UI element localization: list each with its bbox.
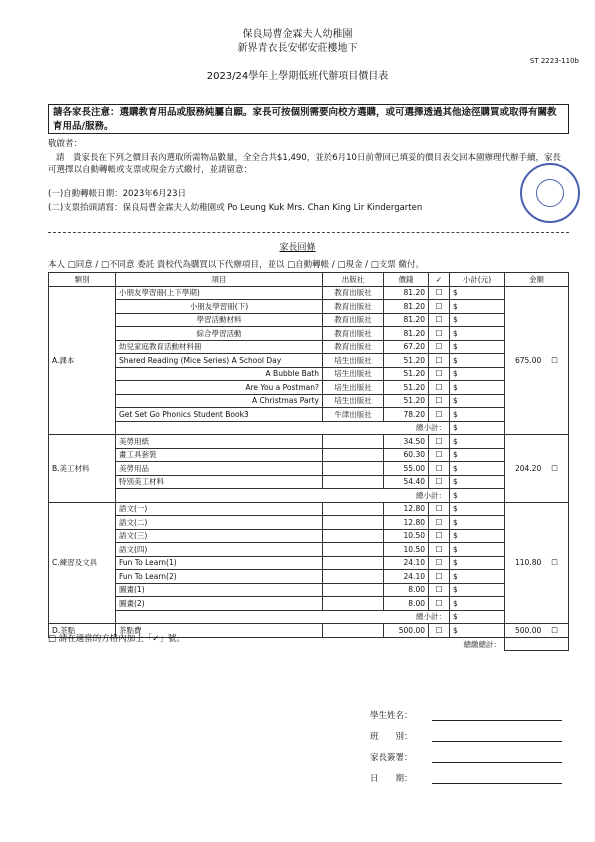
table-row (49, 570, 569, 584)
group-total-cell (505, 435, 569, 503)
student-name-label: 學生姓名： (370, 711, 413, 721)
date-field[interactable] (432, 772, 562, 784)
subtotal-cell[interactable]: $ (450, 543, 505, 557)
table-row (49, 354, 569, 368)
subtotal-cell[interactable]: $ (450, 381, 505, 395)
item-cell: Fun To Learn(2) (116, 570, 323, 584)
table-body (49, 286, 569, 651)
publisher-cell (323, 624, 384, 638)
subtotal-label: 總小計： (116, 489, 450, 503)
reply-slip-title: 家長回條 (279, 243, 316, 253)
item-cell: 美勞用紙 (116, 435, 323, 449)
subtotal-row (49, 421, 569, 435)
subtotal-cell[interactable]: $ (450, 624, 505, 638)
subtotal-cell[interactable]: $ (450, 556, 505, 570)
publisher-cell (323, 529, 384, 543)
price-cell: 51.20 (384, 381, 429, 395)
subtotal-row (49, 489, 569, 503)
group-total-cell (505, 286, 569, 435)
subtotal-cell[interactable]: $ (450, 286, 505, 300)
instruction-note: □ 請在適當的方格內加上「✓」號。 (48, 634, 185, 644)
price-cell: 24.10 (384, 556, 429, 570)
item-cell: Shared Reading (Mice Series) A School Day (116, 354, 323, 368)
subtotal-cell[interactable]: $ (450, 394, 505, 408)
category-cell: B.美工材料 (49, 435, 116, 503)
price-cell: 55.00 (384, 462, 429, 476)
subtotal-cell[interactable]: $ (450, 340, 505, 354)
class-field[interactable] (432, 730, 562, 742)
publisher-cell (323, 583, 384, 597)
header-price: 價錢 (384, 273, 429, 287)
subtotal-cell[interactable]: $ (450, 462, 505, 476)
header-category: 類別 (49, 273, 116, 287)
table-row (49, 583, 569, 597)
item-checkbox[interactable]: ☐ (429, 516, 450, 530)
group-total-checkbox[interactable]: ☐ (551, 463, 558, 473)
subtotal-label: 總小計： (116, 421, 450, 435)
item-checkbox[interactable]: ☐ (429, 367, 450, 381)
group-total-cell (505, 502, 569, 624)
subtotal-cell[interactable]: $ (450, 354, 505, 368)
item-cell: 茶點費 (116, 624, 323, 638)
subtotal-cell[interactable]: $ (450, 570, 505, 584)
item-checkbox[interactable]: ☐ (429, 381, 450, 395)
price-cell: 51.20 (384, 394, 429, 408)
price-cell: 12.80 (384, 516, 429, 530)
table-row (49, 529, 569, 543)
header-amount: 金額 (505, 273, 569, 287)
item-cell: 學習活動材料 (116, 313, 323, 327)
price-cell: 8.00 (384, 597, 429, 611)
table-row (49, 286, 569, 300)
publisher-cell: 培生出版社 (323, 394, 384, 408)
group-total-checkbox[interactable]: ☐ (551, 625, 558, 635)
publisher-cell: 培生出版社 (323, 354, 384, 368)
subtotal-cell[interactable]: $ (450, 408, 505, 422)
subtotal-cell[interactable]: $ (450, 516, 505, 530)
payment-options[interactable]: 本人 □同意 / □不同意 委託 貴校代為購買以下代辦項目，並以 □自動轉帳 / □現金 / □支票 繳付。 (48, 260, 424, 270)
grand-total-label: 總繳總計： (463, 639, 501, 649)
group-total-value: 675.00 (515, 355, 542, 365)
table-row (49, 502, 569, 516)
item-cell: 圖畫(1) (116, 583, 323, 597)
school-name: 保良局曹金霖夫人幼稚園 (242, 29, 353, 40)
header-publisher: 出版社 (323, 273, 384, 287)
publisher-cell (323, 543, 384, 557)
table-row (49, 597, 569, 611)
subtotal-cell[interactable]: $ (450, 367, 505, 381)
subtotal-cell[interactable]: $ (450, 597, 505, 611)
price-cell: 12.80 (384, 502, 429, 516)
subtotal-amount[interactable]: $ (450, 610, 505, 624)
item-checkbox[interactable]: ☐ (429, 475, 450, 489)
class-label: 班 別： (370, 732, 413, 742)
table-row (49, 516, 569, 530)
price-cell: 34.50 (384, 435, 429, 449)
category-cell: C.練習及文具 (49, 502, 116, 624)
publisher-cell (323, 475, 384, 489)
table-row (49, 367, 569, 381)
item-checkbox[interactable]: ☐ (429, 597, 450, 611)
table-header-row (49, 273, 569, 287)
header-check: ✓ (429, 273, 450, 287)
group-total-checkbox[interactable]: ☐ (551, 558, 558, 568)
item-checkbox[interactable]: ☐ (429, 529, 450, 543)
publisher-cell: 牛津出版社 (323, 408, 384, 422)
table-row (49, 543, 569, 557)
item-cell: A Bubble Bath (116, 367, 323, 381)
table-row (49, 435, 569, 449)
item-checkbox[interactable]: ☐ (429, 313, 450, 327)
price-cell: 8.00 (384, 583, 429, 597)
group-total-checkbox[interactable]: ☐ (551, 355, 558, 365)
publisher-cell (323, 502, 384, 516)
subtotal-cell[interactable]: $ (450, 300, 505, 314)
table-row (49, 408, 569, 422)
publisher-cell (323, 597, 384, 611)
table-row (49, 394, 569, 408)
seal-center (536, 179, 564, 207)
subtotal-cell[interactable]: $ (450, 327, 505, 341)
item-checkbox[interactable]: ☐ (429, 340, 450, 354)
price-cell: 60.30 (384, 448, 429, 462)
publisher-cell: 教育出版社 (323, 300, 384, 314)
item-checkbox[interactable]: ☐ (429, 300, 450, 314)
price-cell: 81.20 (384, 286, 429, 300)
table-row (49, 556, 569, 570)
school-seal (520, 163, 580, 223)
category-cell: A.課本 (49, 286, 116, 435)
item-checkbox[interactable]: ☐ (429, 448, 450, 462)
group-total-value: 500.00 (515, 625, 542, 635)
parent-signature-label: 家長簽署： (370, 753, 413, 763)
item-cell: 圖畫(2) (116, 597, 323, 611)
subtotal-amount[interactable]: $ (450, 489, 505, 503)
header-item: 項目 (116, 273, 323, 287)
table-row (49, 327, 569, 341)
item-cell: 幼兒家庭教育活動材料冊 (116, 340, 323, 354)
table-row (49, 313, 569, 327)
publisher-cell: 教育出版社 (323, 340, 384, 354)
item-cell: Get Set Go Phonics Student Book3 (116, 408, 323, 422)
subtotal-cell[interactable]: $ (450, 583, 505, 597)
publisher-cell (323, 516, 384, 530)
publisher-cell: 教育出版社 (323, 286, 384, 300)
item-checkbox[interactable]: ☐ (429, 570, 450, 584)
price-cell: 500.00 (384, 624, 429, 638)
publisher-cell: 教育出版社 (323, 313, 384, 327)
subtotal-cell[interactable]: $ (450, 529, 505, 543)
document-ref: ST 2223-110b (529, 57, 579, 65)
cheque-payee: (二)支票抬頭請寫：保良局曹金霖夫人幼稚園或 Po Leung Kuk Mrs. Chan King Lir Kindergarten (48, 203, 423, 213)
item-cell: 小朋友學習冊(下) (116, 300, 323, 314)
table-row (49, 340, 569, 354)
item-cell: 語文(一) (116, 502, 323, 516)
grand-total-spacer (323, 637, 384, 651)
item-checkbox[interactable]: ☐ (429, 408, 450, 422)
price-cell: 78.20 (384, 408, 429, 422)
item-cell: 語文(三) (116, 529, 323, 543)
group-total-value: 110.80 (515, 558, 542, 568)
item-checkbox[interactable]: ☐ (429, 583, 450, 597)
category-cell: D.茶點 (49, 624, 116, 638)
publisher-cell (323, 556, 384, 570)
item-cell: 語文(四) (116, 543, 323, 557)
group-total-cell (505, 624, 569, 638)
item-cell: 小朋友學習冊(上下學期) (116, 286, 323, 300)
salutation: 敬啟者： (48, 139, 83, 149)
grand-total-amount[interactable] (505, 637, 569, 651)
parent-signature-field[interactable] (432, 751, 562, 763)
item-checkbox[interactable]: ☐ (429, 327, 450, 341)
item-checkbox[interactable]: ☐ (429, 286, 450, 300)
price-cell: 54.40 (384, 475, 429, 489)
table-row (49, 462, 569, 476)
item-checkbox[interactable]: ☐ (429, 502, 450, 516)
publisher-cell: 培生出版社 (323, 367, 384, 381)
publisher-cell (323, 462, 384, 476)
group-total-value: 204.20 (515, 463, 542, 473)
table-row (49, 448, 569, 462)
item-checkbox[interactable]: ☐ (429, 556, 450, 570)
item-checkbox[interactable]: ☐ (429, 462, 450, 476)
item-cell: Fun To Learn(1) (116, 556, 323, 570)
publisher-cell (323, 448, 384, 462)
price-cell: 51.20 (384, 367, 429, 381)
table-row (49, 381, 569, 395)
price-cell: 10.50 (384, 529, 429, 543)
order-table (48, 272, 569, 651)
price-cell: 81.20 (384, 300, 429, 314)
school-address: 新界青衣長安邨安莊樓地下 (237, 43, 358, 54)
publisher-cell: 培生出版社 (323, 381, 384, 395)
notice-box: 請各家長注意：選購教育用品或服務純屬自願。家長可按個別需要向校方選購，或可選擇透過其他途徑購買或取得有關教育用品/服務。 (48, 104, 569, 134)
item-cell: 美勞用品 (116, 462, 323, 476)
publisher-cell: 教育出版社 (323, 327, 384, 341)
subtotal-amount[interactable]: $ (450, 421, 505, 435)
body-paragraph: 請 貴家長在下列之價目表內選取所需物品數量，全全合共$1,490，並於6月10日前帶回已填妥的價目表交回本園辦理代辦手續，家長可選擇以自動轉帳或支票或現金方式繳付，並請留意： (48, 153, 561, 175)
item-cell: Are You a Postman? (116, 381, 323, 395)
item-cell: 語文(二) (116, 516, 323, 530)
student-name-field[interactable] (432, 709, 562, 721)
item-checkbox[interactable]: ☐ (429, 435, 450, 449)
price-cell: 81.20 (384, 313, 429, 327)
price-cell: 10.50 (384, 543, 429, 557)
item-cell: 綜合學習活動 (116, 327, 323, 341)
item-checkbox[interactable]: ☐ (429, 543, 450, 557)
subtotal-row (49, 610, 569, 624)
document-title: 2023/24學年上學期低班代辦項目價目表 (206, 71, 389, 82)
table-row (49, 475, 569, 489)
item-checkbox[interactable]: ☐ (429, 354, 450, 368)
subtotal-cell[interactable]: $ (450, 502, 505, 516)
item-checkbox[interactable]: ☐ (429, 394, 450, 408)
header-subtotal: 小計(元) (450, 273, 505, 287)
date-label: 日 期： (370, 774, 413, 784)
subtotal-cell[interactable]: $ (450, 475, 505, 489)
tear-line (48, 232, 569, 233)
price-cell: 81.20 (384, 327, 429, 341)
price-cell: 24.10 (384, 570, 429, 584)
publisher-cell (323, 435, 384, 449)
subtotal-cell[interactable]: $ (450, 448, 505, 462)
price-cell: 67.20 (384, 340, 429, 354)
autopay-date: (一)自動轉帳日期：2023年6月23日 (48, 189, 186, 199)
item-checkbox[interactable]: ☐ (429, 624, 450, 638)
table-row (49, 300, 569, 314)
subtotal-cell[interactable]: $ (450, 435, 505, 449)
price-cell: 51.20 (384, 354, 429, 368)
publisher-cell (323, 570, 384, 584)
subtotal-label: 總小計： (116, 610, 450, 624)
item-cell: 特別美工材料 (116, 475, 323, 489)
subtotal-cell[interactable]: $ (450, 313, 505, 327)
item-cell: A Christmas Party (116, 394, 323, 408)
item-cell: 畫工具套裝 (116, 448, 323, 462)
